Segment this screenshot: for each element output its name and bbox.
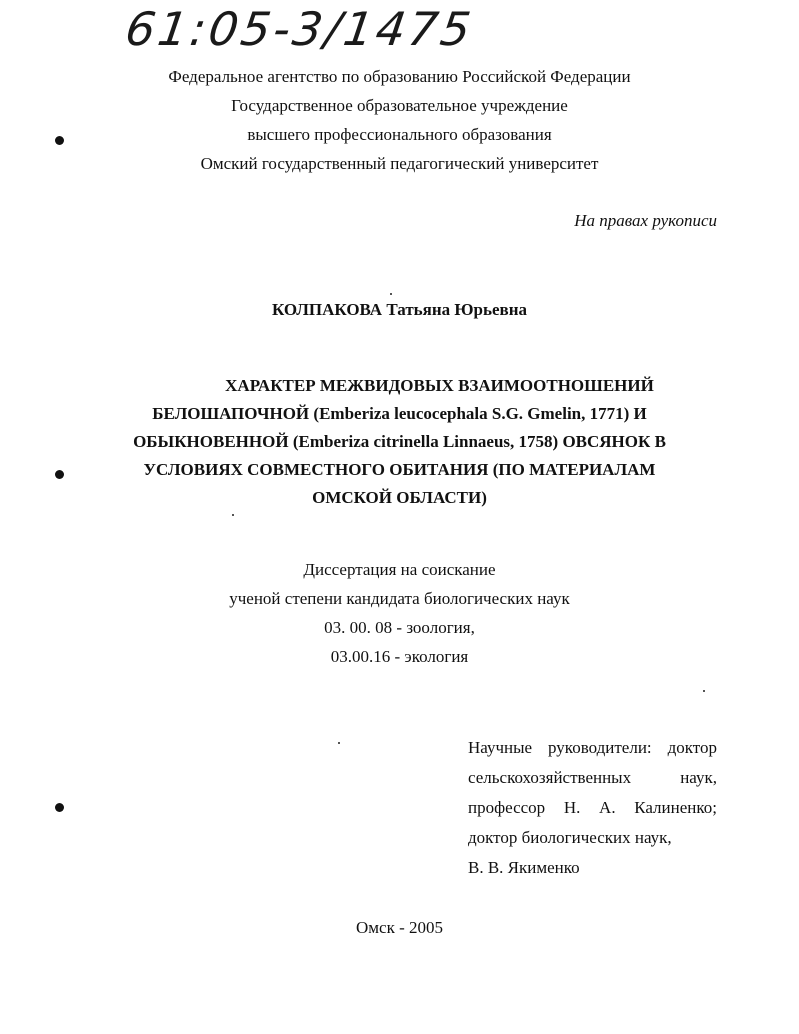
advisor-line: доктор биологических наук, [468, 828, 672, 847]
advisor-line: сельскохозяйственных наук, [468, 768, 717, 787]
dissertation-line: 03. 00. 08 - зоология, [324, 618, 475, 637]
scan-speck [390, 293, 392, 295]
advisor-line: Научные руководители: доктор [468, 738, 717, 757]
dissertation-line: 03.00.16 - экология [330, 647, 469, 666]
dissertation-title [0, 372, 799, 512]
advisor-line: профессор Н. А. Калиненко; [468, 798, 717, 817]
dissertation-line: Диссертация на соискание [303, 560, 496, 579]
rights-note: На правах рукописи [574, 211, 717, 230]
title-line: ОМСКОЙ ОБЛАСТИ) [312, 488, 487, 507]
author-name: КОЛПАКОВА Татьяна Юрьевна [271, 300, 528, 319]
institution-line: Омский государственный педагогический университет [200, 154, 599, 173]
city-year: Омск - 2005 [355, 918, 443, 937]
institution-line: Государственное образовательное учреждение [231, 96, 568, 115]
institution-line: высшего профессионального образования [247, 125, 552, 144]
title-line: ХАРАКТЕР МЕЖВИДОВЫХ ВЗАИМООТНОШЕНИЙ [225, 376, 654, 395]
dissertation-line: ученой степени кандидата биологических наук [229, 589, 570, 608]
institution-line: Федеральное агентство по образованию Российской Федерации [168, 67, 631, 86]
title-line: УСЛОВИЯХ СОВМЕСТНОГО ОБИТАНИЯ (ПО МАТЕРИАЛАМ [143, 460, 656, 479]
institution-block [0, 62, 799, 178]
scan-speck [338, 742, 340, 744]
punch-hole-mark [55, 136, 64, 145]
dissertation-info [0, 555, 799, 671]
advisors-block [468, 733, 717, 883]
punch-hole-mark [55, 803, 64, 812]
scan-speck [703, 690, 705, 692]
advisor-line: В. В. Якименко [468, 858, 580, 877]
title-line: БЕЛОШАПОЧНОЙ (Emberiza leucocephala S.G. Gmelin, 1771) И [152, 404, 647, 423]
title-line: ОБЫКНОВЕННОЙ (Emberiza citrinella Linnaeus, 1758) ОВСЯНОК В [133, 432, 666, 451]
punch-hole-mark [55, 470, 64, 479]
scan-speck [232, 514, 234, 516]
archive-number-handwritten: 61:05-3/1475 [122, 2, 477, 56]
